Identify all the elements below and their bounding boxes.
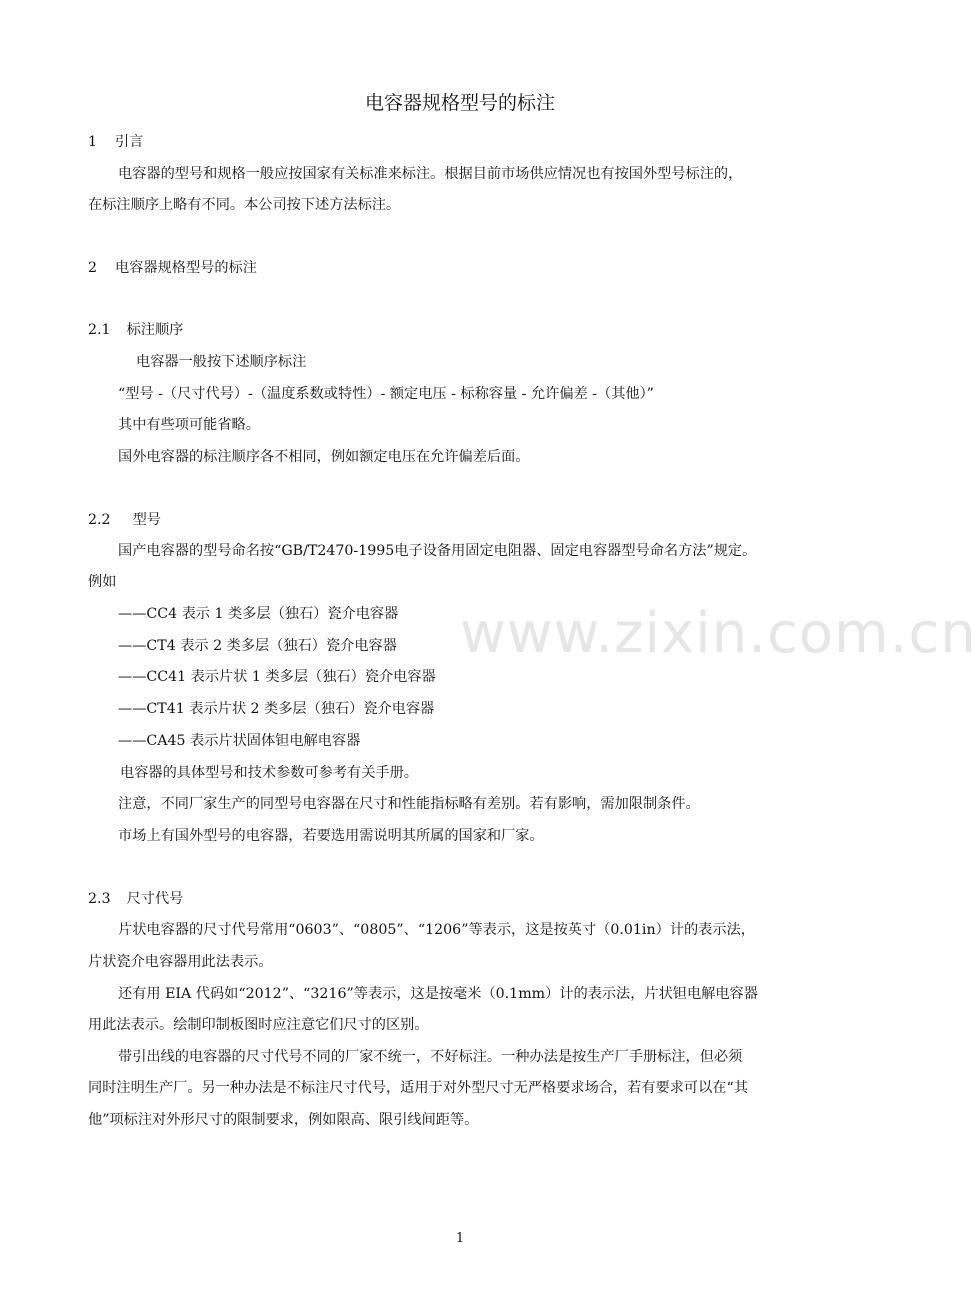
paragraph-line: 国外电容器的标注顺序各不相同，例如额定电压在允许偏差后面。 <box>118 449 530 465</box>
section-2-3-heading <box>88 889 183 909</box>
paragraph-line: 他”项标注对外形尺寸的限制要求，例如限高、限引线间距等。 <box>88 1112 479 1128</box>
list-item: ——CC4 表示 1 类多层（独石）瓷介电容器 <box>118 606 399 622</box>
paragraph-line: 片状瓷介电容器用此法表示。 <box>88 954 273 970</box>
section-2-heading <box>88 258 257 278</box>
section-1-heading <box>88 132 143 152</box>
paragraph-line: 注意，不同厂家生产的同型号电容器在尺寸和性能指标略有差别。若有影响，需加限制条件。 <box>118 796 700 812</box>
paragraph-line: 用此法表示。绘制印制板图时应注意它们尺寸的区别。 <box>88 1017 429 1033</box>
section-2-2-heading <box>88 510 161 530</box>
paragraph-line: 电容器一般按下述顺序标注 <box>136 354 307 370</box>
paragraph-line: 例如 <box>88 574 117 590</box>
list-item: ——CT41 表示片状 2 类多层（独石）瓷介电容器 <box>118 701 435 717</box>
page-number: 1 <box>455 1231 465 1246</box>
format-string: “型号 -（尺寸代号）-（温度系数或特性）- 额定电压 - 标称容量 - 允许偏差 -（其他）” <box>118 386 654 402</box>
section-number: 2.1 <box>88 322 111 338</box>
section-number: 1 <box>88 134 98 150</box>
document-title: 电容器规格型号的标注 <box>364 92 555 114</box>
paragraph-line: 国产电容器的型号命名按“GB/T2470-1995电子设备用固定电阻器、固定电容器型号命名方法”规定。 <box>118 543 757 559</box>
list-item: ——CA45 表示片状固体钽电解电容器 <box>118 733 361 749</box>
paragraph-line: 带引出线的电容器的尺寸代号不同的厂家不统一，不好标注。一种办法是按生产厂手册标注，但必须 <box>118 1049 743 1065</box>
section-title: 型号 <box>132 512 161 528</box>
list-item: ——CT4 表示 2 类多层（独石）瓷介电容器 <box>118 638 397 654</box>
section-number: 2.2 <box>88 512 111 528</box>
list-item: ——CC41 表示片状 1 类多层（独石）瓷介电容器 <box>118 669 436 685</box>
paragraph-line: 片状电容器的尺寸代号常用“0603”、“0805”、“1206”等表示，这是按英寸（0.01in）计的表示法， <box>118 922 755 938</box>
paragraph-line: 其中有些项可能省略。 <box>118 417 260 433</box>
section-2-1-heading <box>88 320 183 340</box>
paragraph-line: 同时注明生产厂。另一种办法是不标注尺寸代号，适用于对外型尺寸无严格要求场合，若有要求可以在“其 <box>88 1080 748 1096</box>
watermark: www.zixin.com.cn <box>460 601 977 666</box>
paragraph-line: 电容器的型号和规格一般应按国家有关标准来标注。根据目前市场供应情况也有按国外型号标注的， <box>118 166 743 182</box>
paragraph-line: 市场上有国外型号的电容器，若要选用需说明其所属的国家和厂家。 <box>118 828 544 844</box>
paragraph-line: 还有用 EIA 代码如“2012”、“3216”等表示，这是按毫米（0.1mm）计的表示法，片状钽电解电容器 <box>118 986 758 1002</box>
section-number: 2 <box>88 260 98 276</box>
section-title: 尺寸代号 <box>126 891 184 907</box>
section-number: 2.3 <box>88 891 111 907</box>
paragraph-line: 电容器的具体型号和技术参数可参考有关手册。 <box>120 765 418 781</box>
section-title: 标注顺序 <box>126 322 184 338</box>
paragraph-line: 在标注顺序上略有不同。本公司按下述方法标注。 <box>88 197 401 213</box>
section-title: 引言 <box>115 134 144 150</box>
section-title: 电容器规格型号的标注 <box>115 260 257 276</box>
